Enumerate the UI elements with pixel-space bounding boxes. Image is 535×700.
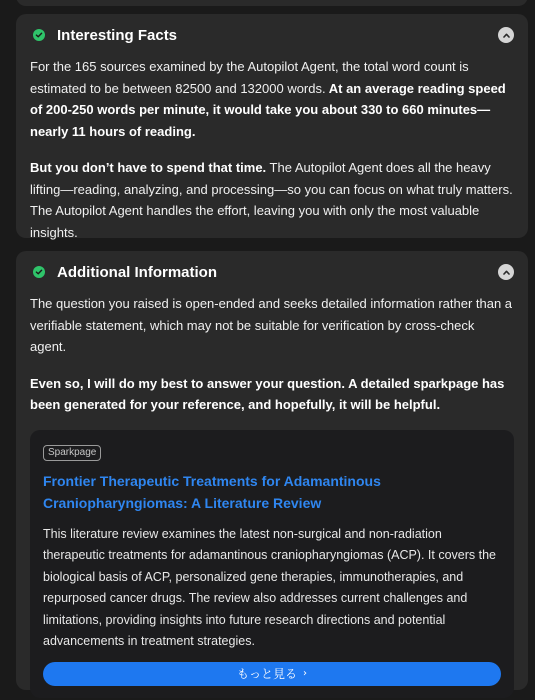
sparkpage-description: This literature review examines the latest non-surgical and non-radiation therapeutic treatments for adamantinous craniopharyngiomas (ACP). It covers the biological basis of ACP, personalized gene therapies, immunotherapies, and repurposed cancer drugs. The review also addresses current challenges and limitations, providing insights into future research directions and potential advancements in treatment strategies. xyxy=(43,526,496,648)
additional-information-header[interactable] xyxy=(30,251,514,293)
info-paragraph-1: The question you raised is open-ended and seeks detailed information rather than a verifiable statement, which may not be suitable for verification by cross-check agent. xyxy=(30,296,513,354)
facts-para1-bold: At an average reading speed of 200-250 words per minute, it would take you about 330 to 660 minutes—nearly 11 hours of reading. xyxy=(30,80,506,139)
check-circle-icon xyxy=(33,266,45,278)
sparkpage-title-link[interactable]: Frontier Therapeutic Treatments for Adamantinous Craniopharyngiomas: A Literature Review xyxy=(43,472,381,511)
interesting-facts-header[interactable] xyxy=(30,14,514,56)
info-paragraph-2 xyxy=(30,373,514,416)
info-para2-bold: Even so, I will do my best to answer your question. A detailed sparkpage has been generated for your reference, and hopefully, it will be helpful. xyxy=(30,375,505,412)
sparkpage-card[interactable] xyxy=(30,430,514,698)
see-more-label: もっと見る xyxy=(236,667,297,681)
chevron-up-icon[interactable] xyxy=(498,27,514,43)
facts-paragraph-2 xyxy=(30,157,514,243)
additional-information-title: Additional Information xyxy=(57,263,217,281)
facts-paragraph-1 xyxy=(30,56,514,142)
additional-information-card xyxy=(16,251,528,690)
facts-para2-text: The Autopilot Agent does all the heavy lifting—reading, analyzing, and processing—so you can focus on what truly matters. The Autopilot Agent handles the effort, leaving you with only the most valuable insights. xyxy=(30,160,513,240)
chevron-up-icon[interactable] xyxy=(498,264,514,280)
facts-para1-text: For the 165 sources examined by the Autopilot Agent, the total word count is estimated to be between 82500 and 132000 words. xyxy=(30,59,469,96)
interesting-facts-card xyxy=(16,14,528,238)
sparkpage-badge: Sparkpage xyxy=(43,445,101,461)
check-circle-icon xyxy=(33,29,45,41)
facts-para2-bold: But you don’t have to spend that time. xyxy=(30,160,267,175)
see-more-button[interactable] xyxy=(43,662,501,686)
previous-card-edge xyxy=(16,0,528,6)
interesting-facts-title: Interesting Facts xyxy=(57,26,178,44)
chevron-right-icon: › xyxy=(303,668,307,679)
